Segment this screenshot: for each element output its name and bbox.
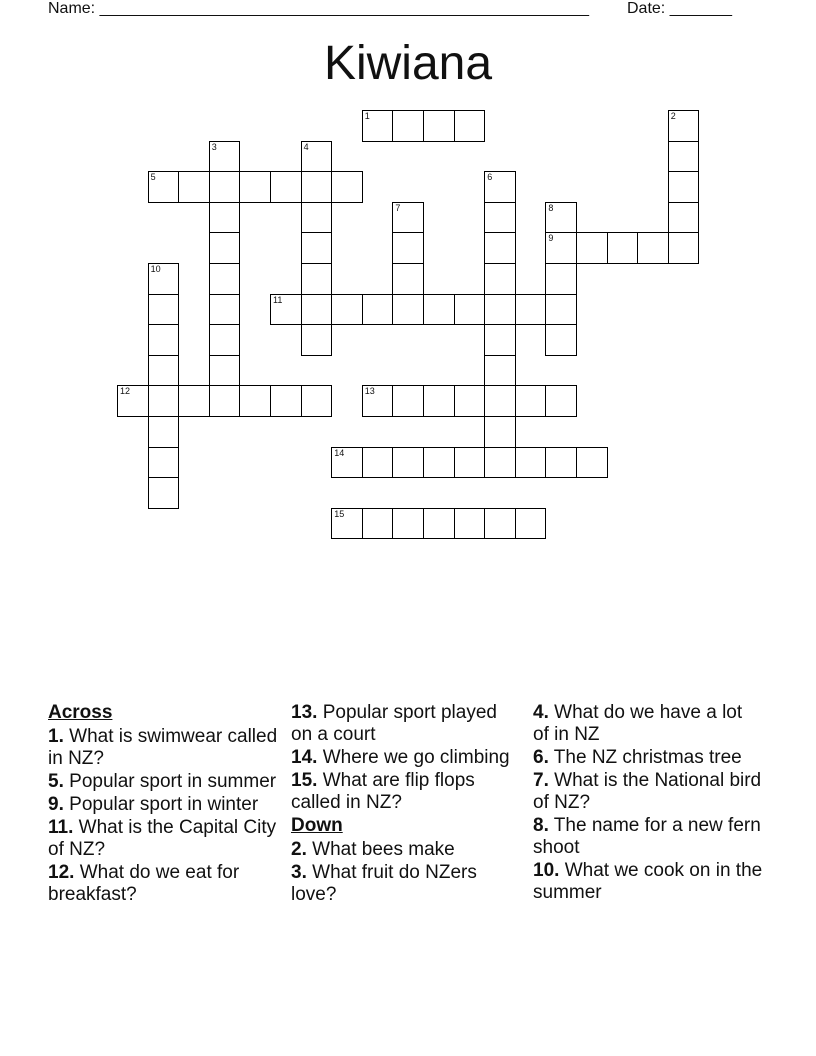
clue-across-15: 15. What are flip flops called in NZ? [291, 770, 475, 813]
grid-cell[interactable] [454, 447, 486, 479]
clue-number: 7 [395, 202, 401, 213]
clue-number: 1 [364, 111, 370, 121]
clue-number: 11 [273, 294, 283, 305]
grid-cell[interactable] [545, 324, 577, 356]
grid-cell[interactable] [239, 171, 271, 203]
grid-cell[interactable] [668, 110, 700, 142]
name-field-label: Name: _______________________________________________________ [48, 0, 589, 17]
grid-cell[interactable] [515, 508, 547, 540]
grid-cell[interactable] [484, 202, 516, 234]
grid-cell[interactable] [484, 232, 516, 264]
clue-number: 12 [120, 386, 131, 397]
grid-cell[interactable] [484, 508, 516, 540]
grid-cell[interactable] [362, 508, 394, 540]
grid-cell[interactable] [392, 385, 424, 417]
clue-down-7: 7. What is the National bird of NZ? [533, 770, 762, 813]
grid-cell[interactable] [301, 141, 333, 173]
grid-cell[interactable] [545, 447, 577, 479]
grid-cell[interactable] [178, 385, 210, 417]
clue-column-2 [291, 702, 521, 907]
grid-cell[interactable] [331, 294, 363, 326]
grid-cell[interactable] [209, 202, 241, 234]
grid-cell[interactable] [148, 294, 180, 326]
grid-cell[interactable] [117, 385, 149, 417]
grid-cell[interactable] [331, 508, 363, 540]
grid-cell[interactable] [209, 263, 241, 295]
grid-cell[interactable] [576, 232, 608, 264]
grid-cell[interactable] [668, 232, 700, 264]
grid-cell[interactable] [484, 294, 516, 326]
clue-down-8: 8. The name for a new fern shoot [533, 815, 761, 858]
grid-cell[interactable] [331, 171, 363, 203]
grid-cell[interactable] [148, 385, 180, 417]
grid-cell[interactable] [301, 385, 333, 417]
grid-cell[interactable] [270, 171, 302, 203]
grid-cell[interactable] [148, 477, 180, 509]
grid-cell[interactable] [209, 294, 241, 326]
grid-cell[interactable] [515, 447, 547, 479]
clue-column-1 [48, 702, 278, 907]
grid-cell[interactable] [545, 385, 577, 417]
clue-number: 15 [334, 508, 345, 519]
grid-cell[interactable] [484, 355, 516, 387]
grid-cell[interactable] [576, 447, 608, 479]
grid-cell[interactable] [209, 385, 241, 417]
grid-cell[interactable] [454, 385, 486, 417]
grid-cell[interactable] [209, 141, 241, 173]
clue-down-6: 6. The NZ christmas tree [533, 747, 742, 768]
grid-cell[interactable] [209, 232, 241, 264]
clue-number: 2 [670, 111, 676, 121]
grid-cell[interactable] [209, 171, 241, 203]
grid-cell[interactable] [301, 294, 333, 326]
grid-cell[interactable] [423, 294, 455, 326]
grid-cell[interactable] [148, 324, 180, 356]
clue-number: 14 [334, 447, 345, 458]
grid-cell[interactable] [545, 294, 577, 326]
clue-number: 10 [150, 264, 161, 274]
clue-across-12: 12. What do we eat for breakfast? [48, 862, 240, 905]
clue-down-4: 4. What do we have a lot of in NZ [533, 702, 743, 745]
clue-across-5: 5. Popular sport in summer [48, 771, 277, 792]
clue-across-1: 1. What is swimwear called in NZ? [48, 726, 278, 769]
grid-cell[interactable] [545, 202, 577, 234]
clue-number: 13 [364, 386, 375, 397]
grid-cell[interactable] [515, 294, 547, 326]
grid-cell[interactable] [545, 232, 577, 264]
grid-cell[interactable] [484, 263, 516, 295]
grid-cell[interactable] [392, 447, 424, 479]
page-title: Kiwiana [323, 37, 493, 90]
grid-cell[interactable] [392, 202, 424, 234]
grid-cell[interactable] [239, 385, 271, 417]
grid-cell[interactable] [484, 171, 516, 203]
grid-cell[interactable] [209, 324, 241, 356]
grid-cell[interactable] [178, 171, 210, 203]
grid-cell[interactable] [270, 294, 302, 326]
date-field-label: Date: _______ [627, 0, 732, 17]
grid-cell[interactable] [607, 232, 639, 264]
grid-cell[interactable] [545, 263, 577, 295]
grid-cell[interactable] [423, 110, 455, 142]
grid-cell[interactable] [362, 385, 394, 417]
clue-across-9: 9. Popular sport in winter [48, 794, 259, 815]
grid-cell[interactable] [301, 324, 333, 356]
grid-cell[interactable] [148, 263, 180, 295]
grid-cell[interactable] [423, 385, 455, 417]
grid-cell[interactable] [484, 447, 516, 479]
grid-cell[interactable] [484, 416, 516, 448]
grid-cell[interactable] [454, 294, 486, 326]
grid-cell[interactable] [362, 447, 394, 479]
clue-across-13: 13. Popular sport played on a court [291, 702, 497, 745]
grid-cell[interactable] [423, 508, 455, 540]
grid-cell[interactable] [637, 232, 669, 264]
clue-down-10: 10. What we cook on in the summer [533, 860, 763, 903]
grid-cell[interactable] [362, 294, 394, 326]
clue-across-14: 14. Where we go climbing [291, 747, 510, 768]
grid-cell[interactable] [423, 447, 455, 479]
grid-cell[interactable] [301, 171, 333, 203]
clue-down-3: 3. What fruit do NZers love? [291, 862, 477, 905]
clue-across-11: 11. What is the Capital City of NZ? [48, 817, 277, 860]
grid-cell[interactable] [392, 294, 424, 326]
grid-cell[interactable] [301, 263, 333, 295]
grid-cell[interactable] [392, 508, 424, 540]
grid-cell[interactable] [270, 385, 302, 417]
grid-cell[interactable] [668, 171, 700, 203]
clue-number: 4 [303, 141, 309, 152]
clue-number: 8 [548, 202, 554, 213]
grid-cell[interactable] [148, 171, 180, 203]
grid-cell[interactable] [484, 324, 516, 356]
grid-cell[interactable] [515, 385, 547, 417]
grid-cell[interactable] [331, 447, 363, 479]
clue-number: 9 [548, 233, 554, 244]
grid-cell[interactable] [454, 110, 486, 142]
clue-number: 6 [487, 172, 493, 183]
grid-cell[interactable] [392, 232, 424, 264]
clue-number: 5 [150, 172, 156, 183]
clue-column-3 [533, 702, 763, 905]
down-heading: Down [291, 815, 343, 836]
grid-cell[interactable] [148, 355, 180, 387]
grid-cell[interactable] [301, 232, 333, 264]
grid-cell[interactable] [392, 263, 424, 295]
grid-cell[interactable] [668, 202, 700, 234]
across-heading: Across [48, 702, 113, 723]
grid-cell[interactable] [454, 508, 486, 540]
grid-cell[interactable] [668, 141, 700, 173]
grid-cell[interactable] [148, 416, 180, 448]
grid-cell[interactable] [209, 355, 241, 387]
grid-cell[interactable] [301, 202, 333, 234]
grid-cell[interactable] [484, 385, 516, 417]
clue-down-2: 2. What bees make [291, 839, 455, 860]
grid-cell[interactable] [148, 447, 180, 479]
clue-number: 3 [211, 141, 217, 152]
grid-cell[interactable] [392, 110, 424, 142]
grid-cell[interactable] [362, 110, 394, 142]
